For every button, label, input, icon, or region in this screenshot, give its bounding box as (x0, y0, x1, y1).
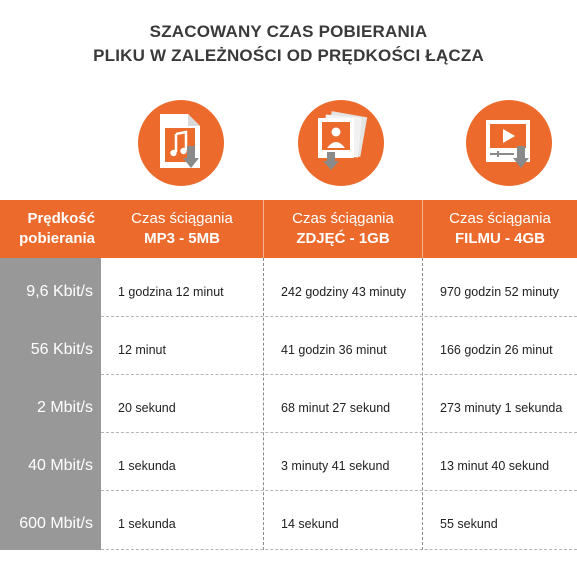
table-row (0, 321, 577, 379)
speed-label: 600 Mbit/s (19, 515, 93, 532)
movie-header-line-1: Czas ściągania (449, 210, 551, 227)
movie-column-header (423, 200, 577, 258)
photos-time-cell: 41 godzin 36 minut (281, 343, 387, 357)
table-row (0, 263, 577, 321)
photos-header-line-2: ZDJĘĆ - 1GB (296, 230, 390, 247)
speed-label: 9,6 Kbit/s (26, 283, 93, 300)
speed-label: 2 Mbit/s (36, 399, 93, 416)
table-row (0, 495, 577, 553)
photos-header-line-1: Czas ściągania (292, 210, 394, 227)
mp3-column-header (101, 200, 263, 258)
speed-label: 56 Kbit/s (30, 341, 93, 358)
mp3-time-cell: 12 minut (118, 343, 166, 357)
speed-header (0, 200, 100, 258)
page-title (0, 20, 577, 68)
mp3-time-cell: 20 sekund (118, 401, 176, 415)
mp3-time-cell: 1 sekunda (118, 459, 176, 473)
photos-time-cell: 242 godziny 43 minuty (281, 285, 407, 299)
movie-time-cell: 970 godzin 52 minuty (440, 285, 559, 299)
mp3-header-line-2: MP3 - 5MB (144, 230, 220, 247)
photos-download-icon (298, 100, 384, 186)
speed-header-line-1: Prędkość (27, 210, 95, 227)
title-line-2: PLIKU W ZALEŻNOŚCI OD PRĘDKOŚCI ŁĄCZA (93, 46, 484, 65)
photos-time-cell: 68 minut 27 sekund (281, 401, 391, 415)
title-line-1: SZACOWANY CZAS POBIERANIA (149, 22, 428, 41)
movie-time-cell: 273 minuty 1 sekunda (440, 401, 563, 415)
mp3-header-line-1: Czas ściągania (131, 210, 233, 227)
photos-time-cell: 3 minuty 41 sekund (281, 459, 390, 473)
speed-header-line-2: pobierania (19, 230, 95, 247)
mp3-time-cell: 1 godzina 12 minut (118, 285, 224, 299)
table-header (0, 200, 577, 258)
photos-column-header (264, 200, 422, 258)
speed-label: 40 Mbit/s (28, 457, 93, 474)
movie-time-cell: 55 sekund (440, 517, 498, 531)
icon-row (0, 100, 577, 200)
movie-time-cell: 13 minut 40 sekund (440, 459, 550, 473)
mp3-time-cell: 1 sekunda (118, 517, 176, 531)
movie-header-line-2: FILMU - 4GB (455, 230, 545, 247)
movie-time-cell: 166 godzin 26 minut (440, 343, 553, 357)
table-row (0, 437, 577, 495)
music-file-download-icon (138, 100, 224, 186)
table-row (0, 379, 577, 437)
video-download-icon (466, 100, 552, 186)
photos-time-cell: 14 sekund (281, 517, 339, 531)
